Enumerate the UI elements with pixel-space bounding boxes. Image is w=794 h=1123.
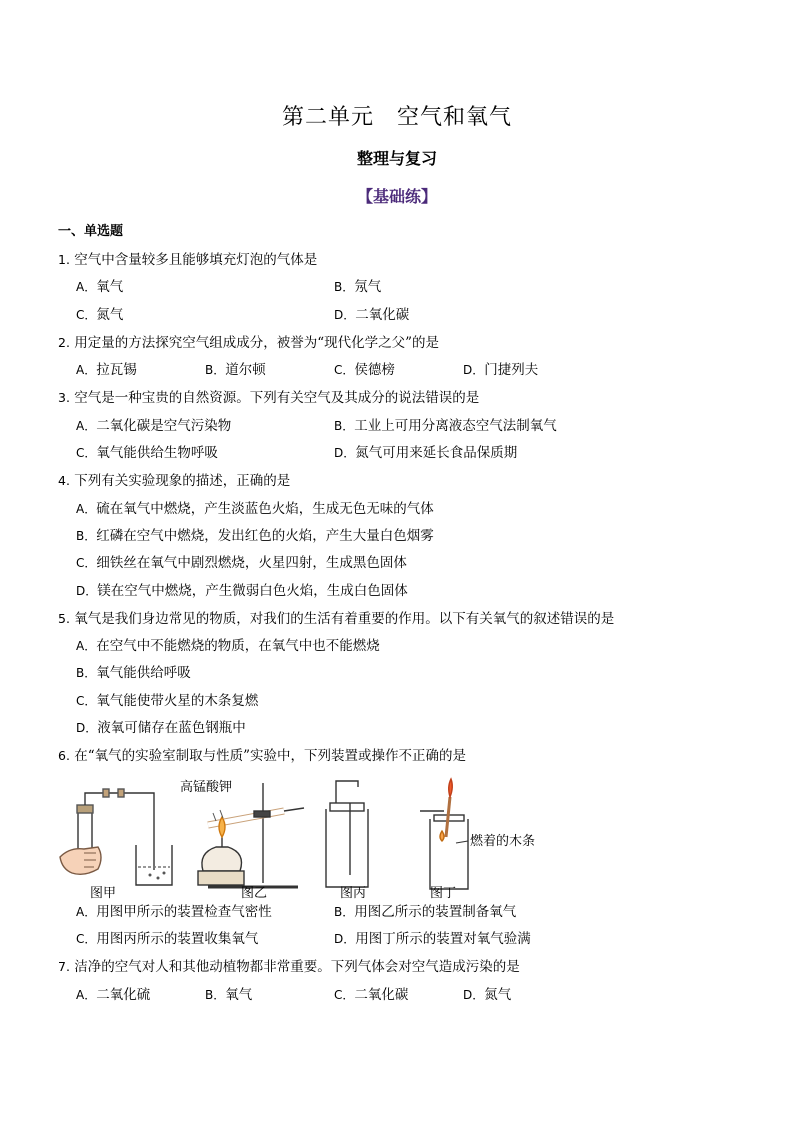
caption-bing: 图丙 bbox=[340, 885, 367, 899]
option-b[interactable]: B．红磷在空气中燃烧，发出红色的火焰，产生大量白色烟雾 bbox=[76, 527, 434, 544]
option-a[interactable]: A．氧气 bbox=[76, 279, 124, 296]
option-a[interactable]: A．在空气中不能燃烧的物质，在氧气中也不能燃烧 bbox=[76, 638, 380, 655]
apparatus-illustration bbox=[58, 775, 748, 899]
question-stem: 空气是一种宝贵的自然资源。下列有关空气及其成分的说法错误的是 bbox=[74, 390, 480, 407]
option-a[interactable]: A．拉瓦锡 bbox=[76, 362, 137, 379]
question-3 bbox=[58, 384, 748, 412]
options-row bbox=[58, 899, 748, 926]
caption-yi: 图乙 bbox=[241, 885, 268, 899]
question-stem: 下列有关实验现象的描述，正确的是 bbox=[74, 473, 291, 490]
option-c[interactable]: C．氮气 bbox=[76, 306, 124, 323]
options-row bbox=[58, 440, 748, 467]
question-number: 6. bbox=[58, 748, 70, 764]
options-row bbox=[58, 982, 748, 1009]
options-row bbox=[58, 926, 748, 953]
question-number: 7. bbox=[58, 959, 70, 975]
question-number: 5. bbox=[58, 610, 70, 626]
option-d[interactable]: D．门捷列夫 bbox=[463, 362, 539, 379]
options-row bbox=[58, 413, 748, 440]
apparatus-figure bbox=[58, 775, 748, 899]
options-row bbox=[58, 715, 748, 742]
question-number: 1. bbox=[58, 252, 70, 267]
options-row bbox=[58, 578, 748, 605]
caption-jia: 图甲 bbox=[90, 885, 117, 899]
question-stem: 用定量的方法探究空气组成成分，被誉为“现代化学之父”的是 bbox=[74, 334, 440, 351]
question-4 bbox=[58, 467, 748, 495]
option-b[interactable]: B．氖气 bbox=[334, 279, 382, 296]
option-c[interactable]: C．细铁丝在氧气中剧烈燃烧，火星四射，生成黑色固体 bbox=[76, 555, 407, 572]
section-tag: 【基础练】 bbox=[356, 187, 437, 206]
option-d[interactable]: D．用图丁所示的装置对氧气验满 bbox=[334, 930, 531, 947]
option-a[interactable]: A．二氧化硫 bbox=[76, 986, 151, 1003]
question-stem: 氧气是我们身边常见的物质，对我们的生活有着重要的作用。以下有关氧气的叙述错误的是 bbox=[74, 610, 615, 627]
option-a[interactable]: A．硫在氧气中燃烧，产生淡蓝色火焰，生成无色无味的气体 bbox=[76, 500, 434, 517]
question-stem: 空气中含量较多且能够填充灯泡的气体是 bbox=[74, 252, 318, 268]
option-c[interactable]: C．氧气能供给生物呼吸 bbox=[76, 445, 218, 462]
fig-jia-apparatus bbox=[60, 789, 172, 885]
fig-yi-apparatus bbox=[198, 783, 304, 887]
option-b[interactable]: B．道尔顿 bbox=[205, 362, 266, 379]
question-1 bbox=[58, 246, 748, 274]
question-number: 4. bbox=[58, 473, 70, 489]
question-stem: 在“氧气的实验室制取与性质”实验中，下列装置或操作不正确的是 bbox=[74, 748, 467, 765]
options-row bbox=[58, 523, 748, 550]
option-b[interactable]: B．氧气 bbox=[205, 986, 253, 1003]
caption-ding: 图丁 bbox=[430, 885, 457, 899]
question-number: 2. bbox=[58, 334, 70, 350]
fig-bing-apparatus bbox=[326, 781, 368, 887]
options-row bbox=[58, 274, 748, 301]
option-b[interactable]: B．工业上可用分离液态空气法制氧气 bbox=[334, 417, 557, 434]
fig-ding-apparatus bbox=[420, 779, 468, 889]
option-d[interactable]: D．二氧化碳 bbox=[334, 306, 410, 323]
option-d[interactable]: D．镁在空气中燃烧，产生微弱白色火焰，生成白色固体 bbox=[76, 582, 408, 599]
label-burning-stick: 燃着的木条 bbox=[470, 833, 536, 849]
question-number: 3. bbox=[58, 390, 70, 406]
options-row bbox=[58, 688, 748, 715]
options-row bbox=[58, 496, 748, 523]
question-2 bbox=[58, 329, 748, 357]
question-stem: 洁净的空气对人和其他动植物都非常重要。下列气体会对空气造成污染的是 bbox=[74, 959, 520, 976]
option-a[interactable]: A．二氧化碳是空气污染物 bbox=[76, 417, 232, 434]
option-d[interactable]: D．氮气 bbox=[463, 986, 512, 1003]
options-row bbox=[58, 633, 748, 660]
question-5 bbox=[58, 605, 748, 633]
options-row bbox=[58, 357, 748, 384]
options-row bbox=[58, 550, 748, 577]
question-list bbox=[58, 246, 748, 1009]
option-c[interactable]: C．二氧化碳 bbox=[334, 986, 409, 1003]
page-title: 第二单元 空气和氧气 bbox=[281, 105, 512, 130]
option-a[interactable]: A．用图甲所示的装置检查气密性 bbox=[76, 903, 272, 920]
option-b[interactable]: B．用图乙所示的装置制备氧气 bbox=[334, 903, 517, 920]
section-title: 一、单选题 bbox=[58, 224, 124, 239]
options-row bbox=[58, 302, 748, 329]
option-b[interactable]: B．氧气能供给呼吸 bbox=[76, 665, 191, 682]
option-d[interactable]: D．氮气可用来延长食品保质期 bbox=[334, 445, 518, 462]
page-subtitle: 整理与复习 bbox=[356, 149, 437, 168]
question-7 bbox=[58, 953, 748, 981]
question-6 bbox=[58, 742, 748, 770]
option-d[interactable]: D．液氧可储存在蓝色钢瓶中 bbox=[76, 720, 246, 737]
label-kmno4: 高锰酸钾 bbox=[180, 779, 233, 795]
option-c[interactable]: C．氧气能使带火星的木条复燃 bbox=[76, 692, 259, 709]
option-c[interactable]: C．侯德榜 bbox=[334, 362, 395, 379]
option-c[interactable]: C．用图丙所示的装置收集氧气 bbox=[76, 930, 259, 947]
options-row bbox=[58, 660, 748, 687]
